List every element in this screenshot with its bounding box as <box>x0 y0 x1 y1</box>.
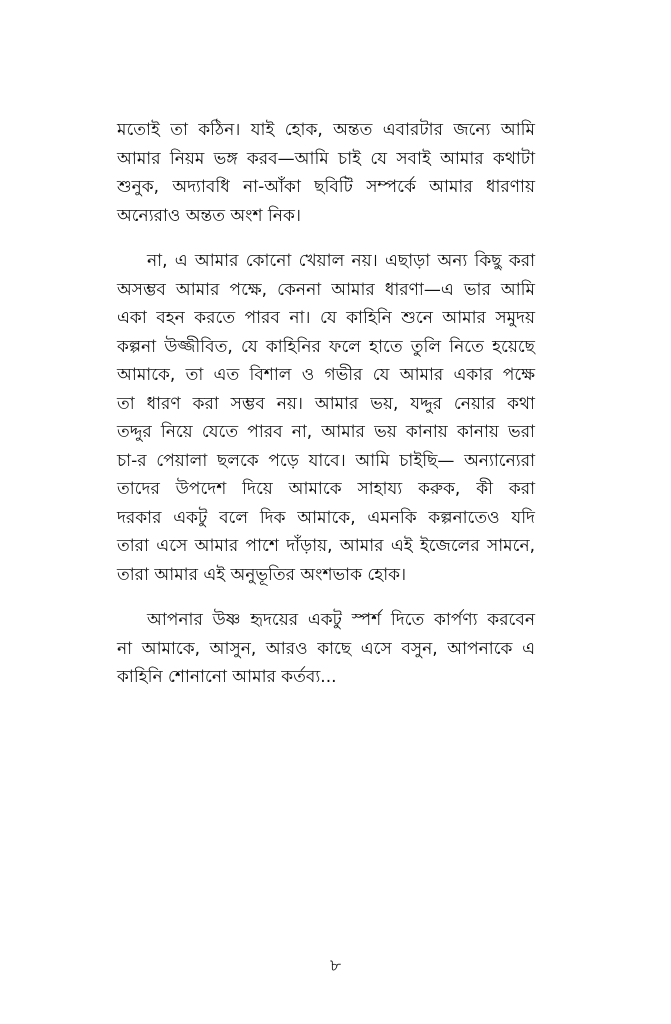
text-line: তদ্দুর নিয়ে যেতে পারব না, আমার ভয় কানায় কানায় ভরা <box>117 422 535 442</box>
paragraph-1 <box>117 116 535 230</box>
text-line: একা বহন করতে পারব না। যে কাহিনি শুনে আমার সমুদয় <box>117 308 535 328</box>
text-line: তারা আমার এই অনুভূতির অংশভাক হোক। <box>117 564 407 585</box>
text-line: কল্পনা উজ্জীবিত, যে কাহিনির ফলে হাতে তুলি নিতে হয়েছে <box>117 336 535 357</box>
text-line: শুনুক, অদ্যাবধি না-আঁকা ছবিটি সম্পর্কে আমার ধারণায় <box>117 177 535 197</box>
text-line: না আমাকে, আসুন, আরও কাছে এসে বসুন, আপনাকে এ <box>117 638 535 659</box>
body-text <box>117 116 535 692</box>
paragraph-2 <box>117 247 535 589</box>
text-line: না, এ আমার কোনো খেয়াল নয়। এছাড়া অন্য কিছু করা <box>147 251 535 271</box>
text-line: দরকার একটু বলে দিক আমাকে, এমনকি কল্পনাতেও যদি <box>117 507 535 528</box>
page-number: ৮ <box>329 956 342 976</box>
text-line: মতোই তা কঠিন। যাই হোক, অন্তত এবারটার জন্যে আমি <box>117 120 535 140</box>
text-line: আপনার উষ্ণ হৃদয়ের একটু স্পর্শ দিতে কার্পণ্য করবেন <box>147 610 535 630</box>
text-line: আমাকে, তা এত বিশাল ও গভীর যে আমার একার পক্ষে <box>117 365 535 385</box>
text-line: তা ধারণ করা সম্ভব নয়। আমার ভয়, যদ্দুর নেয়ার কথা <box>117 393 535 414</box>
text-line: আমার নিয়ম ভঙ্গ করব—আমি চাই যে সবাই আমার কথাটা <box>117 148 535 169</box>
text-line: তারা এসে আমার পাশে দাঁড়ায়, আমার এই ইজেলের সামনে, <box>117 536 535 556</box>
text-line: তাদের উপদেশ দিয়ে আমাকে সাহায্য করুক, কী করা <box>117 479 535 499</box>
paragraph-3 <box>117 606 535 692</box>
text-line: অসম্ভব আমার পক্ষে, কেননা আমার ধারণা—এ ভার আমি <box>117 279 535 300</box>
text-line: কাহিনি শোনানো আমার কর্তব্য... <box>117 667 337 687</box>
text-line: অন্যেরাও অন্তত অংশ নিক। <box>117 205 301 226</box>
text-line: চা-র পেয়ালা ছলকে পড়ে যাবে। আমি চাইছি— অন্যান্যেরা <box>117 450 535 471</box>
